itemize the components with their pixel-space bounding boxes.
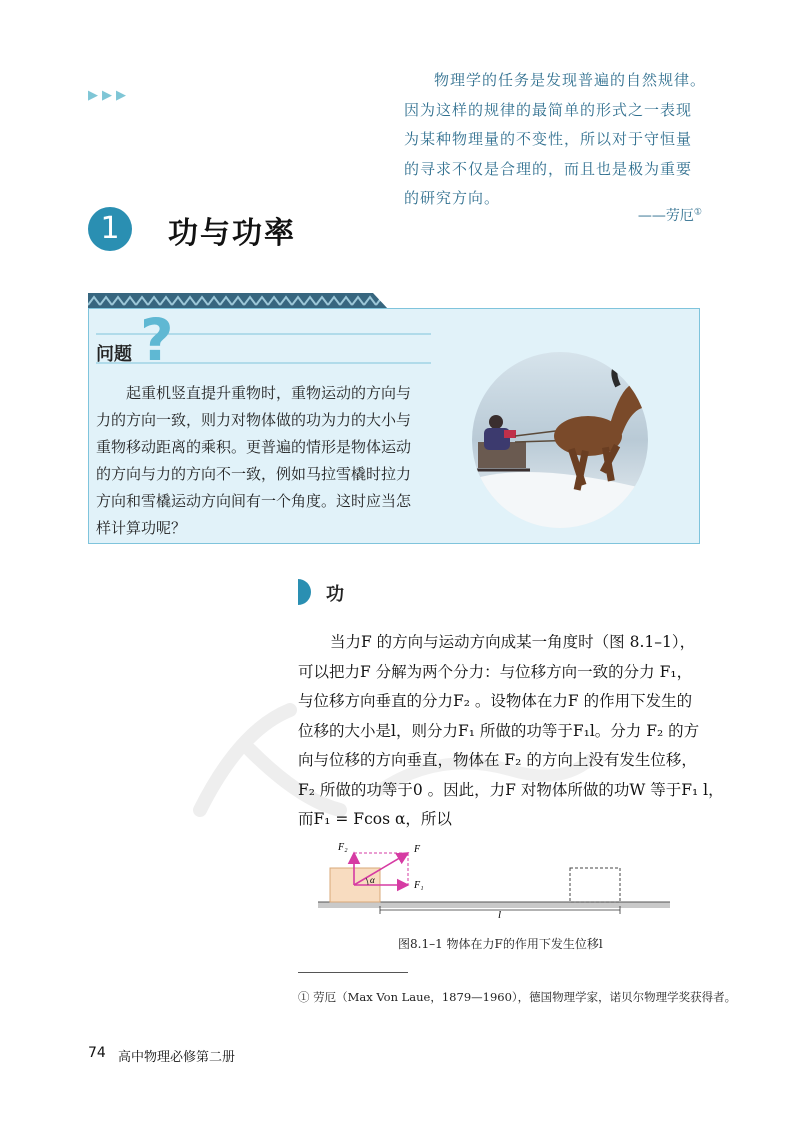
book-title: 高中物理必修第二册 <box>118 1050 236 1065</box>
problem-line: 起重机竖直提升重物时，重物运动的方向与 <box>126 384 412 402</box>
quote-line: 物理学的任务是发现普遍的自然规律。 <box>434 71 707 89</box>
body-line: 与位移方向垂直的分力F₂ 。设物体在力F 的作用下发生的 <box>298 692 693 710</box>
label-alpha: α <box>370 875 375 885</box>
problem-line: 方向和雪橇运动方向间有一个角度。这时应当怎 <box>96 492 412 510</box>
body-line: 向与位移的方向垂直，物体在 F₂ 的方向上没有发生位移， <box>298 751 697 769</box>
label-F: F <box>414 844 421 855</box>
problem-line: 力的方向一致，则力对物体做的功为力的大小与 <box>96 411 412 429</box>
arrow-right-icon: ▶ <box>102 88 112 103</box>
quote-author <box>638 205 702 225</box>
quote-line: 的寻求不仅是合理的，而且也是极为重要 <box>404 159 693 178</box>
quote-line: 为某种物理量的不变性，所以对于守恒量 <box>404 130 693 148</box>
page-number: 74 <box>88 1045 106 1061</box>
decorative-arrows <box>88 88 126 103</box>
body-line: F₂ 所做的功等于0 。因此，力F 对物体所做的功W 等于F₁ l， <box>298 780 724 799</box>
body-line: 位移的大小是l，则分力F₁ 所做的功等于F₁l。分力 F₂ 的方 <box>298 721 700 740</box>
arrow-right-icon: ▶ <box>116 88 126 103</box>
figure-caption: 图8.1–1 物体在力F的作用下发生位移l <box>398 937 603 951</box>
label-F2: F₂ <box>338 842 348 853</box>
ground-surface <box>318 902 670 908</box>
section-title: 功与功率 <box>168 216 296 251</box>
section-number-badge: 1 <box>88 207 132 251</box>
horse-sled-photo <box>470 350 650 530</box>
quote-author-name: ——劳厄 <box>637 208 694 224</box>
problem-line: 的方向与力的方向不一致，例如马拉雪橇时拉力 <box>96 465 412 483</box>
footnote-divider <box>298 972 408 973</box>
body-line: 当力F 的方向与运动方向成某一角度时（图 8.1–1）， <box>330 633 696 651</box>
arrow-right-icon: ▶ <box>88 88 98 103</box>
problem-text <box>96 380 446 542</box>
label-l: l <box>498 909 502 918</box>
problem-line: 重物移动距离的乘积。更普遍的情形是物体运动 <box>96 438 412 456</box>
force-diagram <box>318 838 678 918</box>
question-mark-icon: ? <box>140 306 174 374</box>
problem-label: 问题 <box>96 344 132 365</box>
block-final <box>570 868 620 902</box>
quote-line: 的研究方向。 <box>404 189 501 207</box>
quote-line: 因为这样的规律的最简单的形式之一表现 <box>404 100 693 119</box>
problem-line: 样计算功呢？ <box>96 519 187 537</box>
label-F1: F₁ <box>414 880 424 891</box>
body-line: 而F₁ = Fcos α，所以 <box>298 810 452 828</box>
subsection-marker-icon <box>298 579 312 605</box>
footnote-marker: ① <box>693 207 702 218</box>
epigraph-quote <box>404 66 706 214</box>
body-line: 可以把力F 分解为两个分力：与位移方向一致的分力 F₁， <box>298 662 693 681</box>
body-paragraph <box>298 628 724 835</box>
footnote: ① 劳厄（Max Von Laue，1879—1960），德国物理学家，诺贝尔物理学奖获得者。 <box>298 990 737 1004</box>
problem-box-stripe <box>88 293 388 309</box>
subsection-title: 功 <box>326 584 344 605</box>
